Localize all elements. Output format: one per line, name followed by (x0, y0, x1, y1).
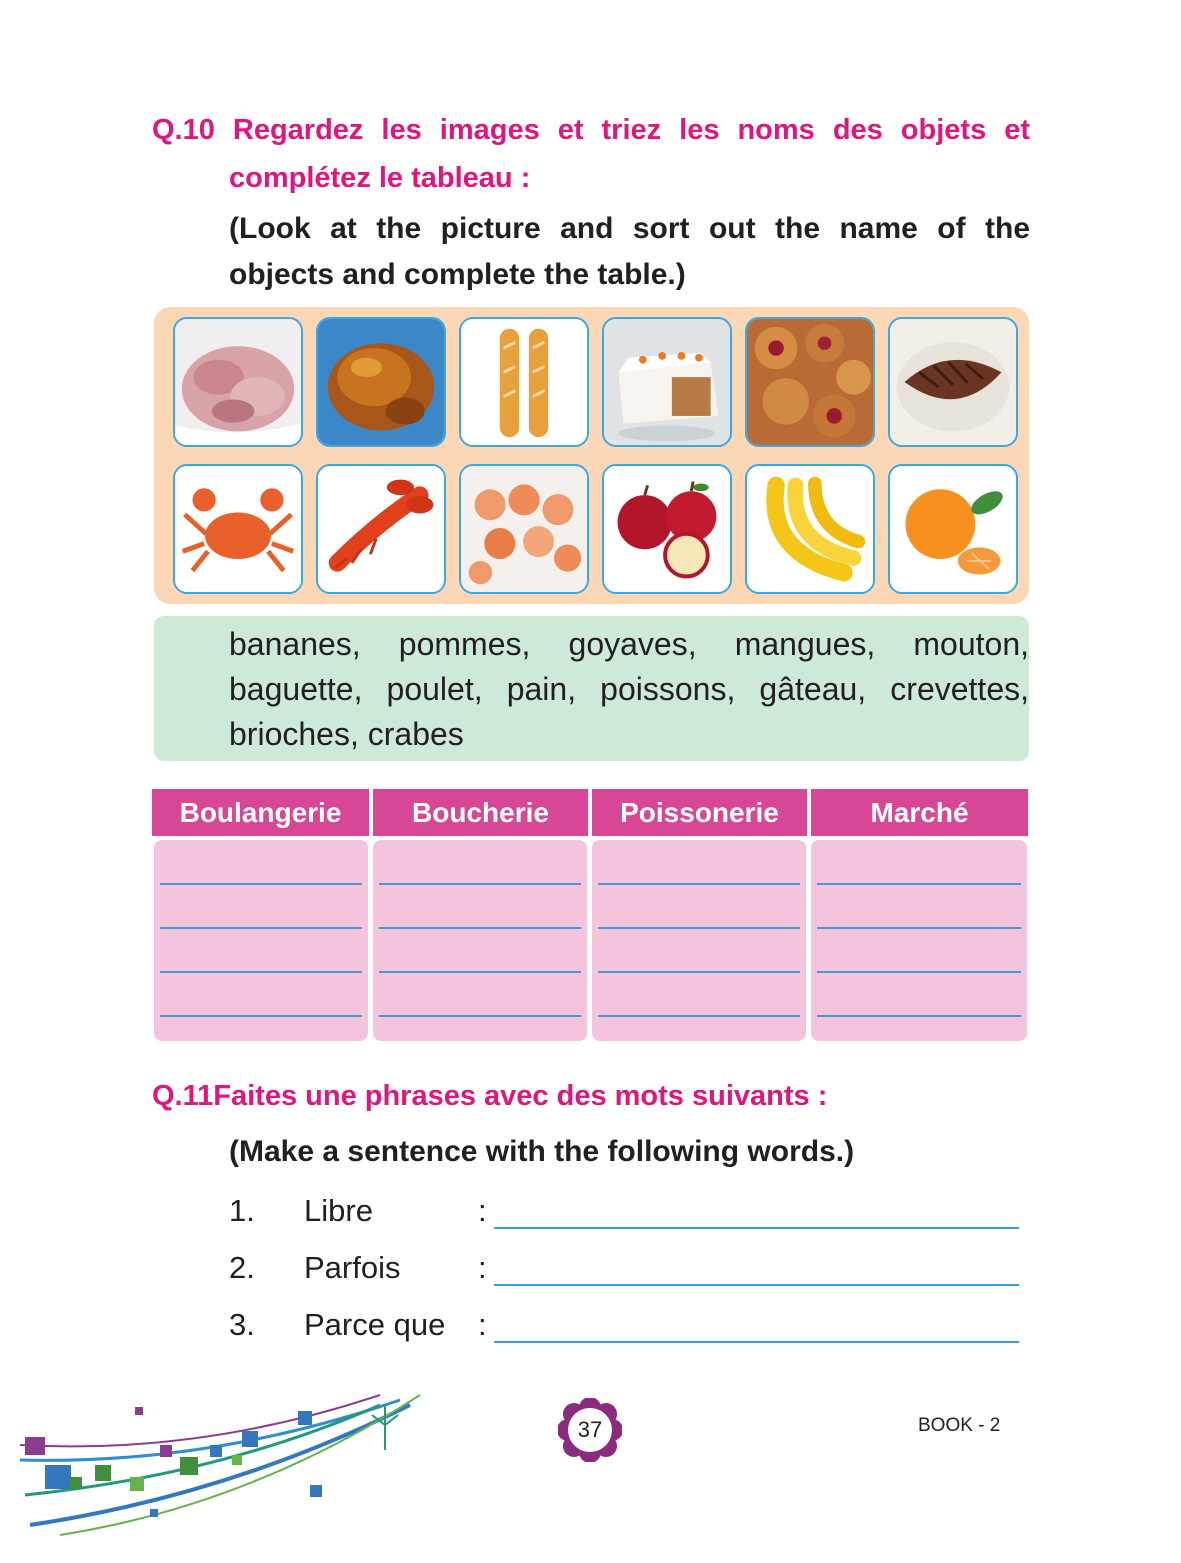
picture-panel (154, 307, 1029, 604)
decorative-swoosh (0, 1385, 430, 1545)
item-word: Libre (304, 1193, 373, 1228)
item-word: Parce que (304, 1307, 446, 1342)
answer-line[interactable] (160, 927, 362, 929)
header-boulangerie: Boulangerie (152, 789, 369, 836)
word-list-line3: brioches, crabes (229, 716, 464, 752)
word-list-line2: baguette, poulet, pain, poissons, gâteau, crevettes, (229, 671, 1029, 707)
word-list-line1: bananes, pommes, goyaves, mangues, mouton, (229, 626, 1029, 662)
answer-line[interactable] (598, 1015, 800, 1017)
sentence-answer-line[interactable] (494, 1227, 1019, 1229)
answer-line[interactable] (817, 883, 1021, 885)
answer-line[interactable] (160, 971, 362, 973)
answer-line[interactable] (160, 1015, 362, 1017)
item-colon: : (478, 1307, 487, 1342)
q10-translation-line1: (Look at the picture and sort out the name of the (229, 212, 1030, 245)
page-number: 37 (577, 1417, 603, 1442)
sentence-answer-line[interactable] (494, 1341, 1019, 1343)
item-colon: : (478, 1250, 487, 1285)
sentence-answer-line[interactable] (494, 1284, 1019, 1286)
crab-photo (173, 464, 303, 594)
orange-photo (888, 464, 1018, 594)
item-word: Parfois (304, 1250, 401, 1285)
book-label: BOOK - 2 (918, 1415, 1001, 1436)
answer-line[interactable] (598, 927, 800, 929)
item-number: 1. (229, 1193, 255, 1228)
answer-line[interactable] (817, 1015, 1021, 1017)
q10-title-line1: Q.10 Regardez les images et triez les noms des objets et (152, 114, 1030, 146)
bananas-photo (745, 464, 875, 594)
column-boucherie (373, 840, 587, 1041)
item-number: 2. (229, 1250, 255, 1285)
answer-line[interactable] (379, 1015, 581, 1017)
meat-photo (173, 317, 303, 447)
answer-line[interactable] (379, 883, 581, 885)
answer-line[interactable] (598, 883, 800, 885)
pastries-photo (745, 317, 875, 447)
column-boulangerie (154, 840, 368, 1041)
item-number: 3. (229, 1307, 255, 1342)
item-colon: : (478, 1193, 487, 1228)
roast-chicken-photo (316, 317, 446, 447)
answer-line[interactable] (379, 971, 581, 973)
q10-title-line2: complétez le tableau : (229, 162, 531, 194)
answer-line[interactable] (598, 971, 800, 973)
answer-line[interactable] (817, 971, 1021, 973)
header-poissonerie: Poissonerie (592, 789, 807, 836)
q10-translation-line2: objects and complete the table.) (229, 258, 686, 291)
header-boucherie: Boucherie (373, 789, 588, 836)
answer-line[interactable] (379, 927, 581, 929)
grilled-fish-photo (888, 317, 1018, 447)
page-number-holder (558, 1398, 622, 1462)
apples-photo (602, 464, 732, 594)
header-marche: Marché (811, 789, 1028, 836)
answer-line[interactable] (817, 927, 1021, 929)
carrot-cake-photo (602, 317, 732, 447)
shrimp-photo (459, 464, 589, 594)
baguette-photo (459, 317, 589, 447)
q11-title: Q.11Faites une phrases avec des mots suivants : (152, 1080, 828, 1112)
q11-translation: (Make a sentence with the following words.) (229, 1135, 855, 1168)
answer-line[interactable] (160, 883, 362, 885)
column-marche (811, 840, 1027, 1041)
column-poissonerie (592, 840, 806, 1041)
lobster-photo (316, 464, 446, 594)
